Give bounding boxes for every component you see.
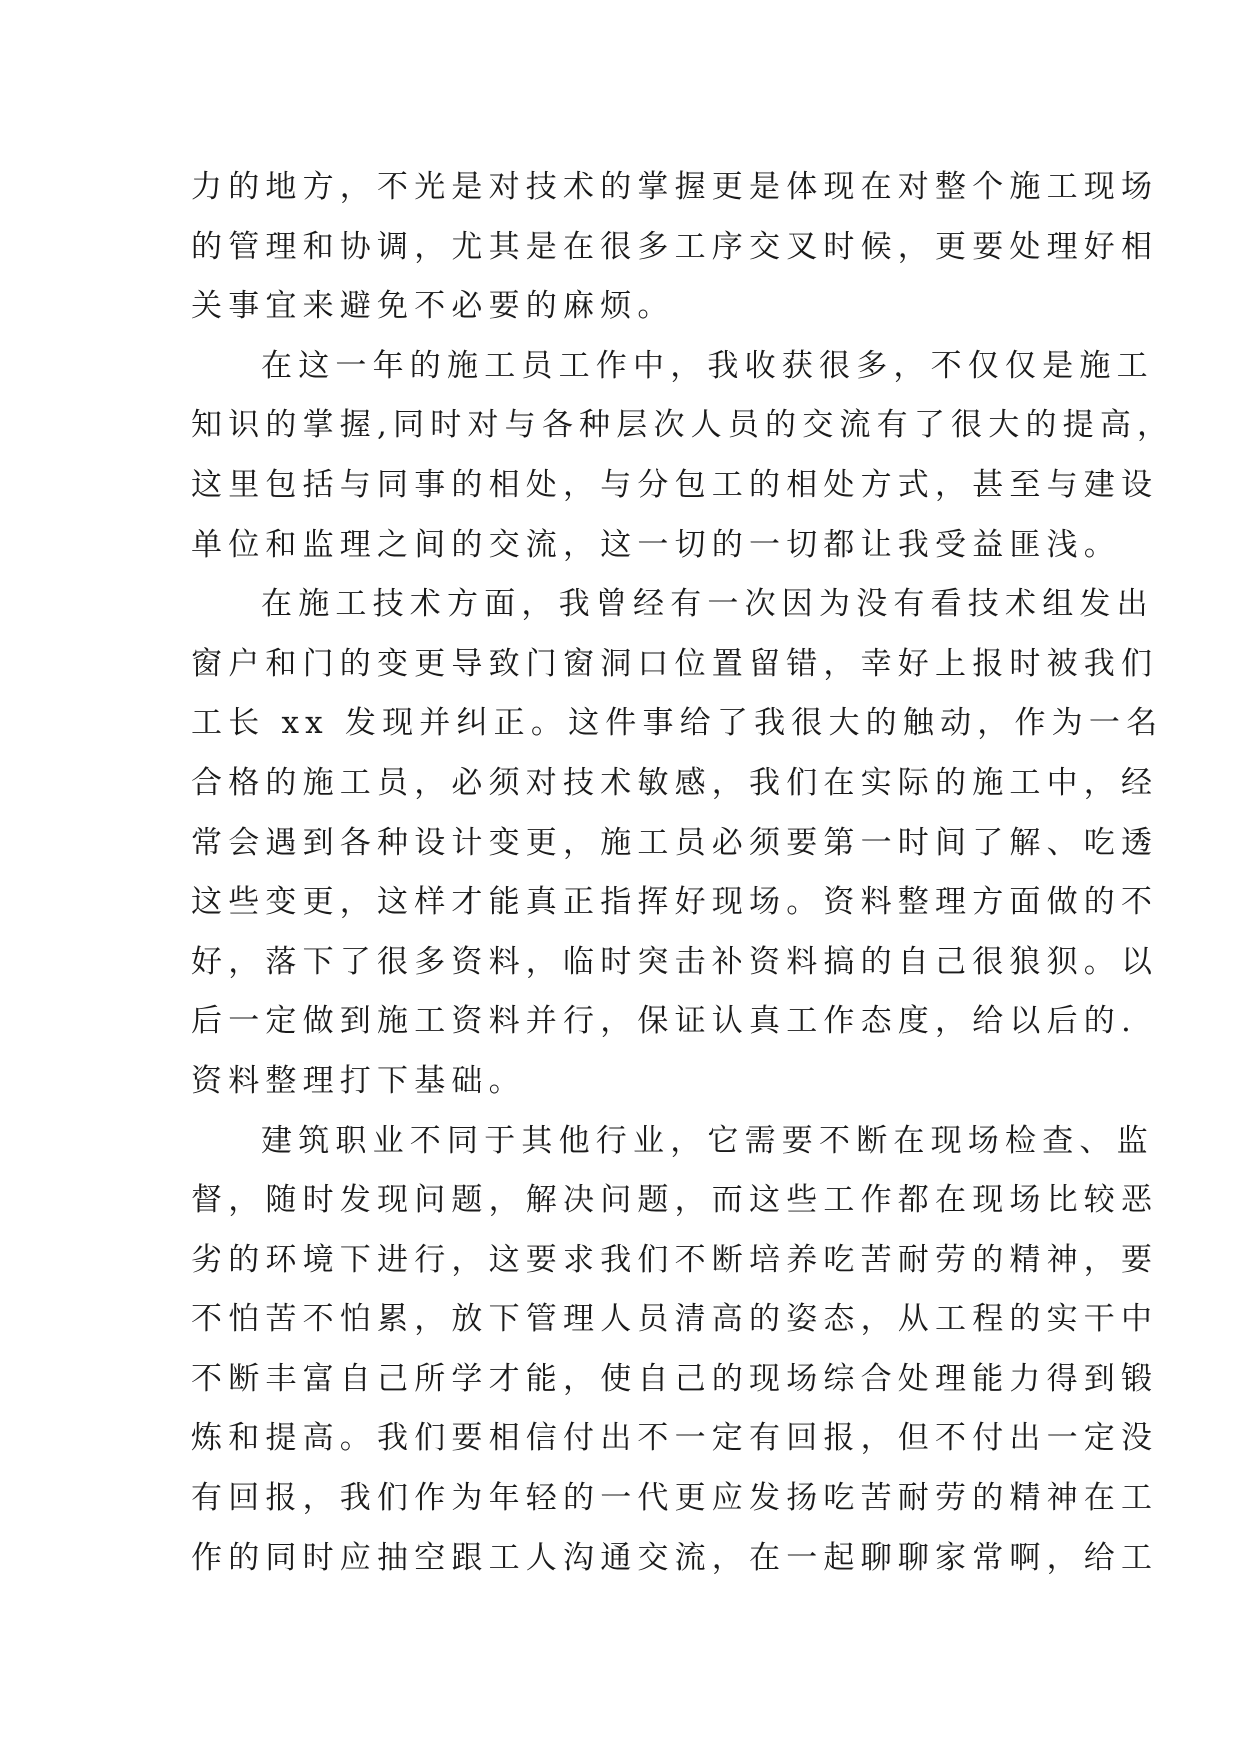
text-line: 督，随时发现问题，解决问题，而这些工作都在现场比较恶 bbox=[191, 1182, 1159, 1219]
text-line: 好，落下了很多资料，临时突击补资料搞的自己很狼狈。以 bbox=[191, 943, 1159, 980]
text-line: 作的同时应抽空跟工人沟通交流，在一起聊聊家常啊，给工 bbox=[191, 1539, 1159, 1576]
text-line: 力的地方，不光是对技术的掌握更是体现在对整个施工现场 bbox=[191, 169, 1159, 205]
text-line: 关事宜来避免不必要的麻烦。 bbox=[191, 288, 675, 325]
text-line: 在这一年的施工员工作中，我收获很多，不仅仅是施工 bbox=[261, 347, 1154, 384]
text-line: 不怕苦不怕累，放下管理人员清高的姿态，从工程的实干中 bbox=[191, 1301, 1159, 1338]
text-line: 资料整理打下基础。 bbox=[191, 1062, 526, 1099]
text-line: 建筑职业不同于其他行业，它需要不断在现场检查、监 bbox=[261, 1122, 1154, 1159]
text-line: 的管理和协调，尤其是在很多工序交叉时候，更要处理好相 bbox=[191, 228, 1159, 265]
text-line: 劣的环境下进行，这要求我们不断培养吃苦耐劳的精神，要 bbox=[191, 1241, 1159, 1278]
text-line: 炼和提高。我们要相信付出不一定有回报，但不付出一定没 bbox=[191, 1420, 1159, 1457]
text-line: 这些变更，这样才能真正指挥好现场。资料整理方面做的不 bbox=[191, 884, 1159, 921]
text-line: 知识的掌握,同时对与各种层次人员的交流有了很大的提高， bbox=[191, 407, 1175, 444]
text-line: 后一定做到施工资料并行，保证认真工作态度，给以后的. bbox=[191, 1003, 1138, 1040]
text-line: 合格的施工员，必须对技术敏感，我们在实际的施工中，经 bbox=[191, 764, 1159, 801]
text-line: 不断丰富自己所学才能，使自己的现场综合处理能力得到锻 bbox=[191, 1360, 1159, 1397]
text-line: 常会遇到各种设计变更，施工员必须要第一时间了解、吃透 bbox=[191, 824, 1159, 861]
text-line: 有回报，我们作为年轻的一代更应发扬吃苦耐劳的精神在工 bbox=[191, 1480, 1159, 1517]
document-body bbox=[191, 158, 1175, 1588]
text-line: 单位和监理之间的交流，这一切的一切都让我受益匪浅。 bbox=[191, 526, 1121, 563]
text-line: 工长 xx 发现并纠正。这件事给了我很大的触动，作为一名 bbox=[191, 705, 1164, 742]
text-line: 窗户和门的变更导致门窗洞口位置留错，幸好上报时被我们 bbox=[191, 645, 1159, 682]
text-line: 这里包括与同事的相处，与分包工的相处方式，甚至与建设 bbox=[191, 466, 1159, 503]
text-line: 在施工技术方面，我曾经有一次因为没有看技术组发出 bbox=[261, 586, 1154, 623]
